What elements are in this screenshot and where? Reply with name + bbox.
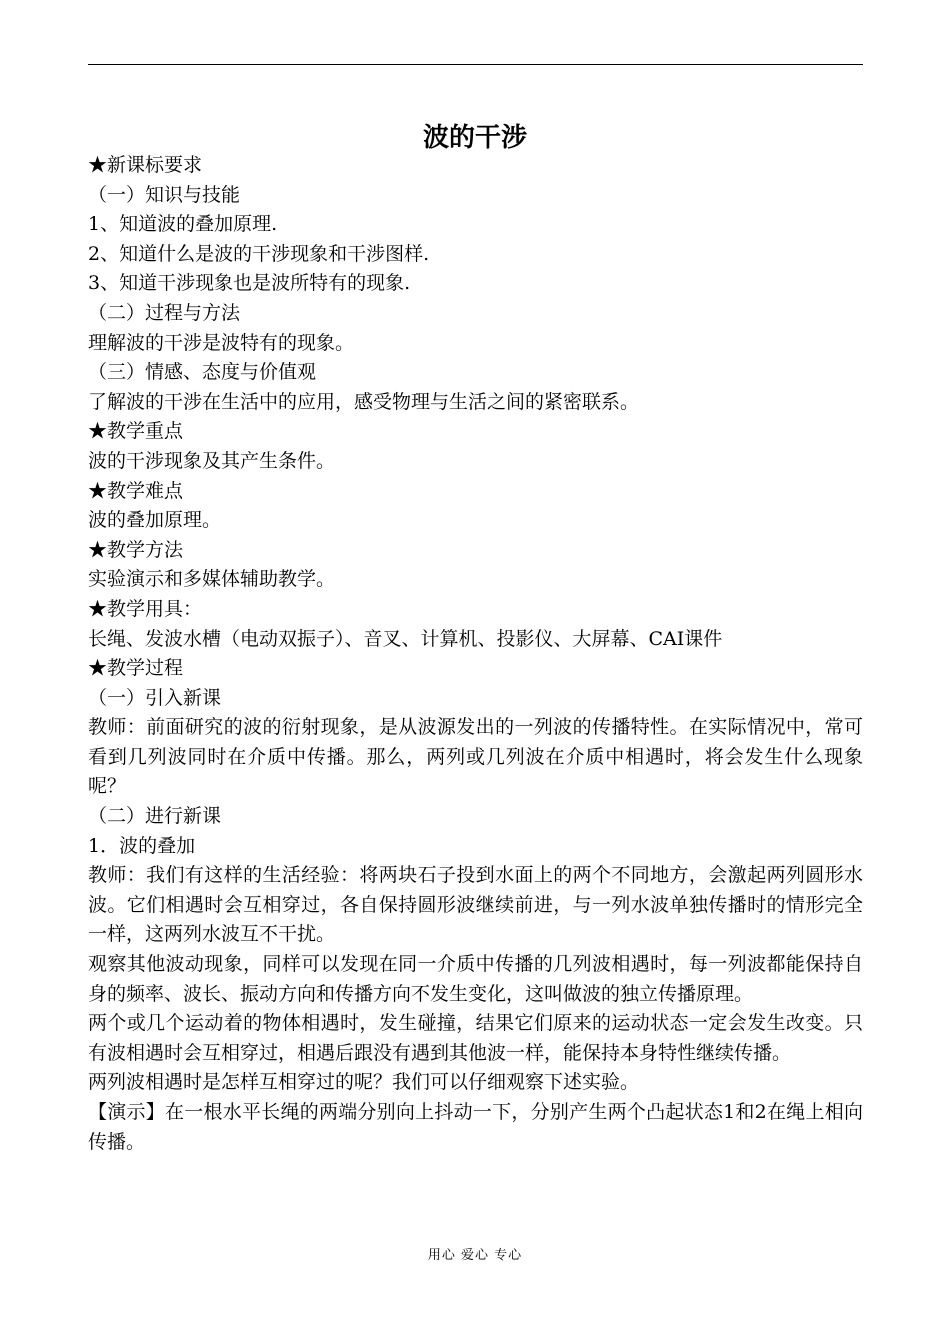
paragraph: 教师：前面研究的波的衍射现象，是从波源发出的一列波的传播特性。在实际情况中，常可看到几列波同时在介质中传播。那么，两列或几列波在介质中相遇时，将会发生什么现象呢？ xyxy=(88,716,863,798)
document-body xyxy=(88,151,863,1157)
text-line: 波的叠加原理。 xyxy=(88,509,222,532)
header-rule xyxy=(88,64,863,65)
page-footer: 用心 爱心 专心 xyxy=(427,1248,523,1263)
text-line: （二）进行新课 xyxy=(88,805,222,828)
text-line: 了解波的干涉在生活中的应用，感受物理与生活之间的紧密联系。 xyxy=(88,390,640,413)
paragraph: 【演示】在一根水平长绳的两端分别向上抖动一下，分别产生两个凸起状态1和2在绳上相向传播。 xyxy=(88,1101,863,1153)
text-line: ★教学过程 xyxy=(88,657,184,680)
text-line: ★教学用具： xyxy=(88,597,203,620)
text-line: ★教学方法 xyxy=(88,538,184,561)
text-line: 3、知道干涉现象也是波所特有的现象. xyxy=(88,272,411,295)
paragraph: 教师：我们有这样的生活经验：将两块石子投到水面上的两个不同地方，会激起两列圆形水波。它们相遇时会互相穿过，各自保持圆形波继续前进，与一列水波单独传播时的情形完全一样，这两列水波互不干扰。 xyxy=(88,864,863,946)
text-line: （二）过程与方法 xyxy=(88,301,241,324)
text-line: 实验演示和多媒体辅助教学。 xyxy=(88,568,336,591)
text-line: ★教学重点 xyxy=(88,420,184,443)
text-line: ★教学难点 xyxy=(88,479,184,502)
text-line: 波的干涉现象及其产生条件。 xyxy=(88,449,336,472)
paragraph: 观察其他波动现象，同样可以发现在同一介质中传播的几列波相遇时，每一列波都能保持自身的频率、波长、振动方向和传播方向不发生变化，这叫做波的独立传播原理。 xyxy=(88,953,863,1005)
text-line: 1．波的叠加 xyxy=(88,834,196,857)
text-line: 长绳、发波水槽（电动双振子）、音叉、计算机、投影仪、大屏幕、CAI课件 xyxy=(88,627,723,650)
paragraph: 两列波相遇时是怎样互相穿过的呢？我们可以仔细观察下述实验。 xyxy=(88,1071,640,1094)
document-title: 波的干涉 xyxy=(422,123,527,153)
text-line: 1、知道波的叠加原理. xyxy=(88,213,278,236)
paragraph: 两个或几个运动着的物体相遇时，发生碰撞，结果它们原来的运动状态一定会发生改变。只有波相遇时会互相穿过，相遇后跟没有遇到其他波一样，能保持本身特性继续传播。 xyxy=(88,1012,863,1064)
text-line: ★新课标要求 xyxy=(88,154,203,176)
text-line: 理解波的干涉是波特有的现象。 xyxy=(88,331,355,354)
text-line: （一）知识与技能 xyxy=(88,183,241,206)
text-line: （三）情感、态度与价值观 xyxy=(88,361,317,384)
text-line: （一）引入新课 xyxy=(88,686,222,709)
text-line: 2、知道什么是波的干涉现象和干涉图样. xyxy=(88,242,430,265)
